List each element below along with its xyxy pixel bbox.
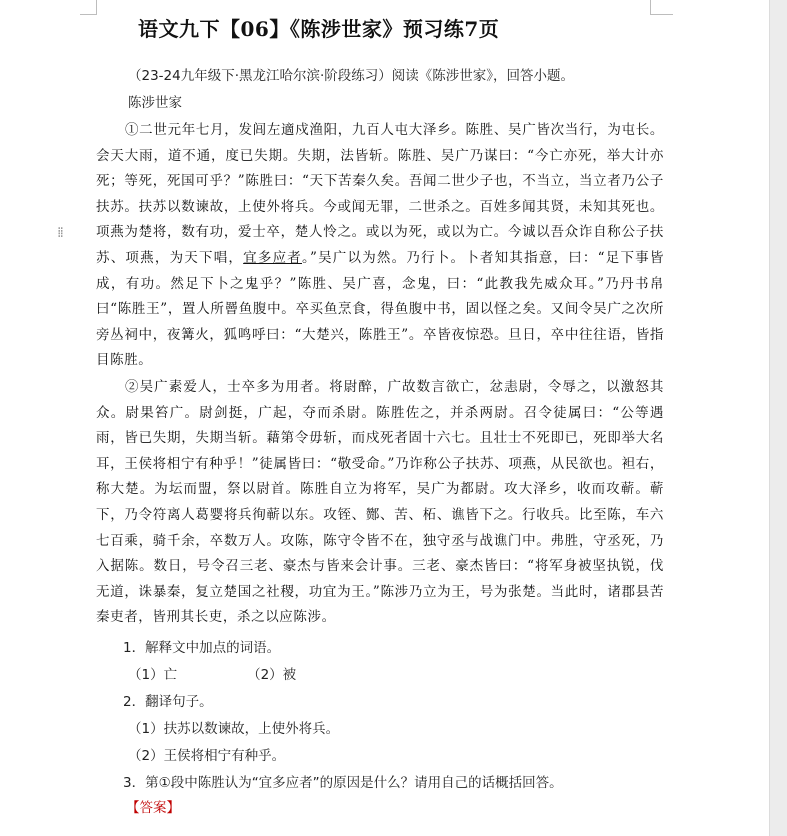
paragraph-1 [96,118,664,374]
document-title: 语文九下【06】《陈涉世家》预习练7页 [138,17,500,41]
paragraph-1-part-a: ①二世元年七月，发闾左適戍渔阳，九百人屯大泽乡。陈胜、吴广皆次当行，为屯长。会天大雨，道不通，度已失期。失期，法皆斩。陈胜、吴广乃谋曰：“今亡亦死，举大计亦死；等死，死国可乎？”陈胜曰：“天下苦秦久矣。吾闻二世少子也，不当立，当立者乃公子扶苏。扶苏以数谏故，上使外将兵。今或闻无罪，二世杀之。百姓多闻其贤，未知其死也。项燕为楚将，数有功，爱士卒，楚人怜之。或以为死，或以为亡。今诚以吾众诈自称公子扶苏、项燕，为天下唱， [96,122,664,266]
answer-label: 【答案】 [126,799,180,816]
margin-corner-mark-right [650,0,673,15]
vertical-scrollbar[interactable] [769,0,787,836]
drag-handle-icon[interactable]: ⁞⁞ [57,225,62,241]
paragraph-1-part-b: 。”吴广以为然。乃行卜。卜者知其指意，曰：“足下事皆成，有功。然足下卜之鬼乎？”陈胜、吴广喜，念鬼，曰：“此教我先威众耳。”乃丹书帛曰“陈胜王”，置人所罾鱼腹中。卒买鱼烹食，得鱼腹中书，固以怪之矣。又间令吴广之次所旁丛祠中，夜篝火，狐鸣呼曰：“大楚兴，陈胜王”。卒皆夜惊恐。旦日，卒中往往语，皆指目陈胜。 [96,249,664,369]
question-1-item-2: （2）被 [247,666,297,683]
question-1-items [128,662,664,689]
question-2: 2．翻译句子。 [123,693,213,710]
paragraph-2: ②吴广素爱人，士卒多为用者。将尉醉，广故数言欲亡，忿恚尉，令辱之，以激怒其众。尉果笞广。尉剑挺，广起，夺而杀尉。陈胜佐之，并杀两尉。召令徒属曰：“公等遇雨，皆已失期，失期当斩。藉第令毋斩，而戍死者固十六七。且壮士不死即已，死即举大名耳，王侯将相宁有种乎！”徒属皆曰：“敬受命。”乃诈称公子扶苏、项燕，从民欲也。袒右，称大楚。为坛而盟，祭以尉首。陈胜自立为将军，吴广为都尉。攻大泽乡，收而攻蕲。蕲下，乃令符离人葛婴将兵徇蕲以东。攻铚、酂、苦、柘、谯皆下之。行收兵。比至陈，车六七百乘，骑千余，卒数万人。攻陈，陈守令皆不在，独守丞与战谯门中。弗胜，守丞死，乃入据陈。数日，号令召三老、豪杰与皆来会计事。三老、豪杰皆曰：“将军身被坚执锐，伐无道，诛暴秦，复立楚国之社稷，功宜为王。”陈涉乃立为王，号为张楚。当此时，诸郡县苦秦吏者，皆刑其长吏，杀之以应陈涉。 [96,378,664,626]
question-1-item-1: （1）亡 [128,666,178,683]
question-2-item-1: （1）扶苏以数谏故，上使外将兵。 [128,720,340,737]
question-3: 3．第①段中陈胜认为“宜多应者”的原因是什么？请用自己的话概括回答。 [123,774,563,791]
passage-name: 陈涉世家 [128,95,182,111]
intro-text: （23-24九年级下·黑龙江哈尔滨·阶段练习）阅读《陈涉世家》，回答小题。 [128,68,575,84]
question-1: 1．解释文中加点的词语。 [123,639,281,656]
question-2-item-2: （2）王侯将相宁有种乎。 [128,747,286,764]
underlined-phrase: 宜多应者 [243,249,302,266]
margin-corner-mark-left [80,0,97,15]
document-body [96,64,664,819]
